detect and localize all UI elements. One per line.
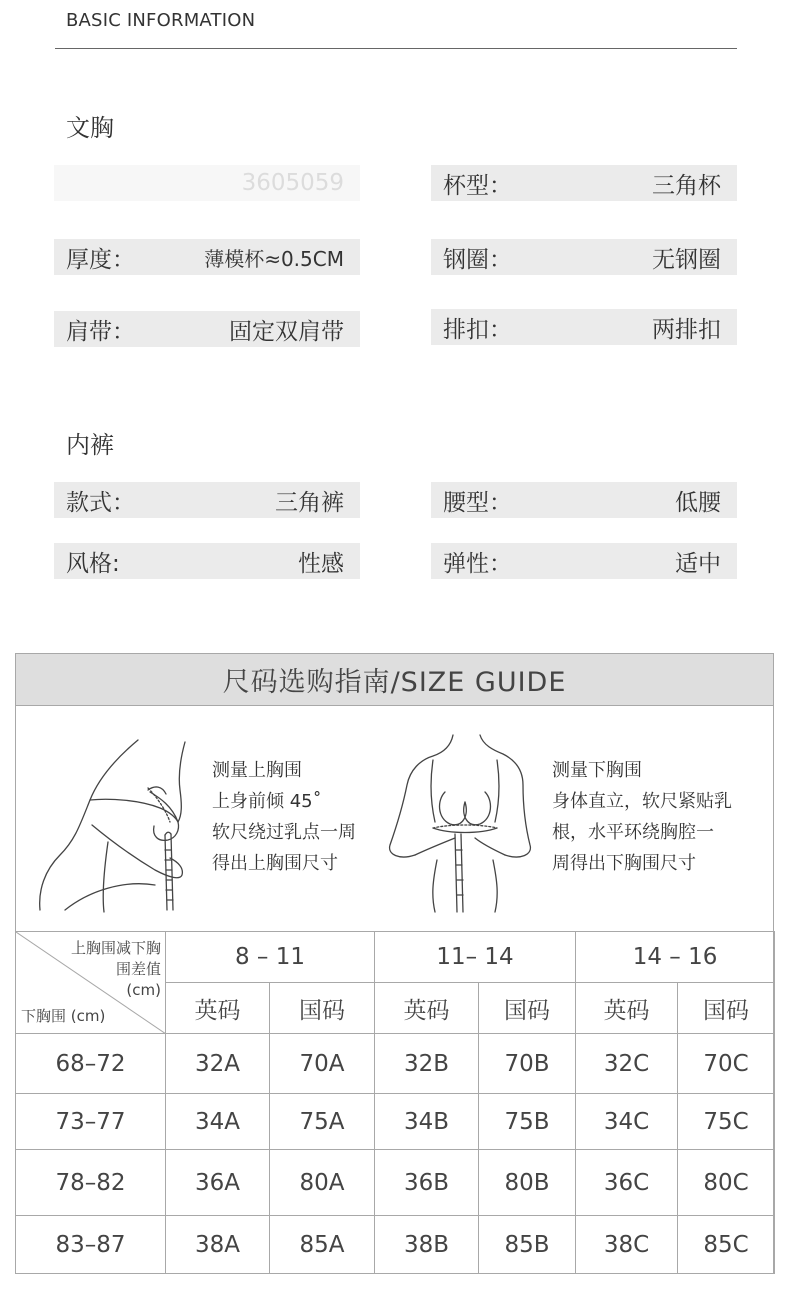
size-cell: 75A (270, 1094, 375, 1150)
size-cell: 85B (479, 1216, 576, 1274)
bra-row-hooks (431, 309, 737, 345)
size-cell: 38C (576, 1216, 678, 1274)
panties-section-title: 内裤 (66, 431, 114, 459)
bra-section-title: 文胸 (66, 114, 114, 142)
row-label: 杯型： (443, 172, 512, 199)
row-value: 三角杯 (652, 172, 721, 199)
section-header-title: BASIC INFORMATION (66, 10, 256, 31)
row-value: 三角裤 (275, 489, 344, 516)
sub-header-uk: 英码 (166, 983, 270, 1034)
panties-row-elasticity (431, 543, 737, 579)
size-cell: 80A (270, 1150, 375, 1216)
sub-header-uk: 英码 (375, 983, 479, 1034)
row-value: 低腰 (675, 489, 721, 516)
size-cell: 36C (576, 1150, 678, 1216)
corner-top-line: (cm) (126, 981, 161, 999)
measure-upper-text (212, 755, 356, 879)
corner-bottom-label: 下胸围 (cm) (21, 1007, 106, 1025)
row-label: 钢圈： (443, 246, 512, 273)
table-row (16, 1150, 775, 1216)
measure-lower-line: 周得出下胸围尺寸 (552, 853, 696, 874)
corner-top-line: 围差值 (115, 960, 161, 978)
size-cell: 75C (678, 1094, 775, 1150)
size-cell: 80B (479, 1150, 576, 1216)
sub-header-cn: 国码 (678, 983, 775, 1034)
size-table (15, 931, 775, 1274)
size-cell: 38B (375, 1216, 479, 1274)
measure-lower-line: 根，水平环绕胸腔一 (552, 822, 714, 843)
measure-lower-text (552, 755, 732, 879)
corner-top-label (71, 938, 161, 1001)
size-cell: 80C (678, 1150, 775, 1216)
row-value: 性感 (298, 550, 344, 577)
panties-row-fashion (54, 543, 360, 579)
range-header: 11– 14 (375, 932, 576, 983)
measure-upper-title: 测量上胸围 (212, 760, 302, 781)
underbust-cell: 78–82 (16, 1150, 166, 1216)
row-label: 款式： (66, 489, 135, 516)
row-value: 固定双肩带 (229, 318, 344, 345)
row-value: 适中 (675, 550, 721, 577)
panties-row-waist (431, 482, 737, 518)
row-label: 排扣： (443, 316, 512, 343)
table-corner-cell (16, 932, 166, 1034)
bra-row-strap (54, 311, 360, 347)
size-cell: 85C (678, 1216, 775, 1274)
size-cell: 32B (375, 1034, 479, 1094)
size-cell: 32A (166, 1034, 270, 1094)
row-value: 无钢圈 (652, 246, 721, 273)
row-label: 弹性： (443, 550, 512, 577)
bra-row-thickness (54, 239, 360, 275)
size-cell: 70A (270, 1034, 375, 1094)
size-cell: 34A (166, 1094, 270, 1150)
table-row (16, 1034, 775, 1094)
range-header: 8 – 11 (166, 932, 375, 983)
size-cell: 70C (678, 1034, 775, 1094)
measure-upper-line: 软尺绕过乳点一周 (212, 822, 356, 843)
sub-header-cn: 国码 (479, 983, 576, 1034)
lower-bust-measure-illustration (385, 730, 545, 915)
sub-header-cn: 国码 (270, 983, 375, 1034)
size-guide-title: 尺码选购指南/SIZE GUIDE (16, 654, 773, 705)
size-cell: 85A (270, 1216, 375, 1274)
row-value: 两排扣 (652, 316, 721, 343)
underbust-cell: 83–87 (16, 1216, 166, 1274)
table-row (16, 1216, 775, 1274)
row-label: 腰型： (443, 489, 512, 516)
size-cell: 38A (166, 1216, 270, 1274)
underbust-cell: 68–72 (16, 1034, 166, 1094)
row-label: 风格: (66, 550, 120, 577)
row-label: 厚度： (66, 246, 135, 273)
measure-lower-title: 测量下胸围 (552, 760, 642, 781)
row-label: 肩带： (66, 318, 135, 345)
size-cell: 32C (576, 1034, 678, 1094)
measure-lower-line: 身体直立，软尺紧贴乳 (552, 791, 732, 812)
table-row (16, 1094, 775, 1150)
panties-row-style (54, 482, 360, 518)
header-divider (55, 48, 737, 49)
size-cell: 36A (166, 1150, 270, 1216)
upper-bust-measure-illustration (30, 730, 200, 915)
size-cell: 34C (576, 1094, 678, 1150)
measure-upper-line: 得出上胸围尺寸 (212, 853, 338, 874)
size-cell: 70B (479, 1034, 576, 1094)
corner-top-line: 上胸围减下胸 (70, 939, 161, 957)
sub-header-uk: 英码 (576, 983, 678, 1034)
bra-row-underwire (431, 239, 737, 275)
size-cell: 75B (479, 1094, 576, 1150)
bra-row-cup (431, 165, 737, 201)
bra-blurred-row (54, 165, 360, 201)
measure-upper-line: 上身前倾 45˚ (212, 791, 322, 812)
size-guide-divider (16, 705, 773, 706)
size-cell: 34B (375, 1094, 479, 1150)
watermark-text: 3605059 (241, 170, 344, 196)
range-header: 14 – 16 (576, 932, 775, 983)
row-value: 薄模杯≈0.5CM (204, 246, 344, 271)
underbust-cell: 73–77 (16, 1094, 166, 1150)
size-cell: 36B (375, 1150, 479, 1216)
